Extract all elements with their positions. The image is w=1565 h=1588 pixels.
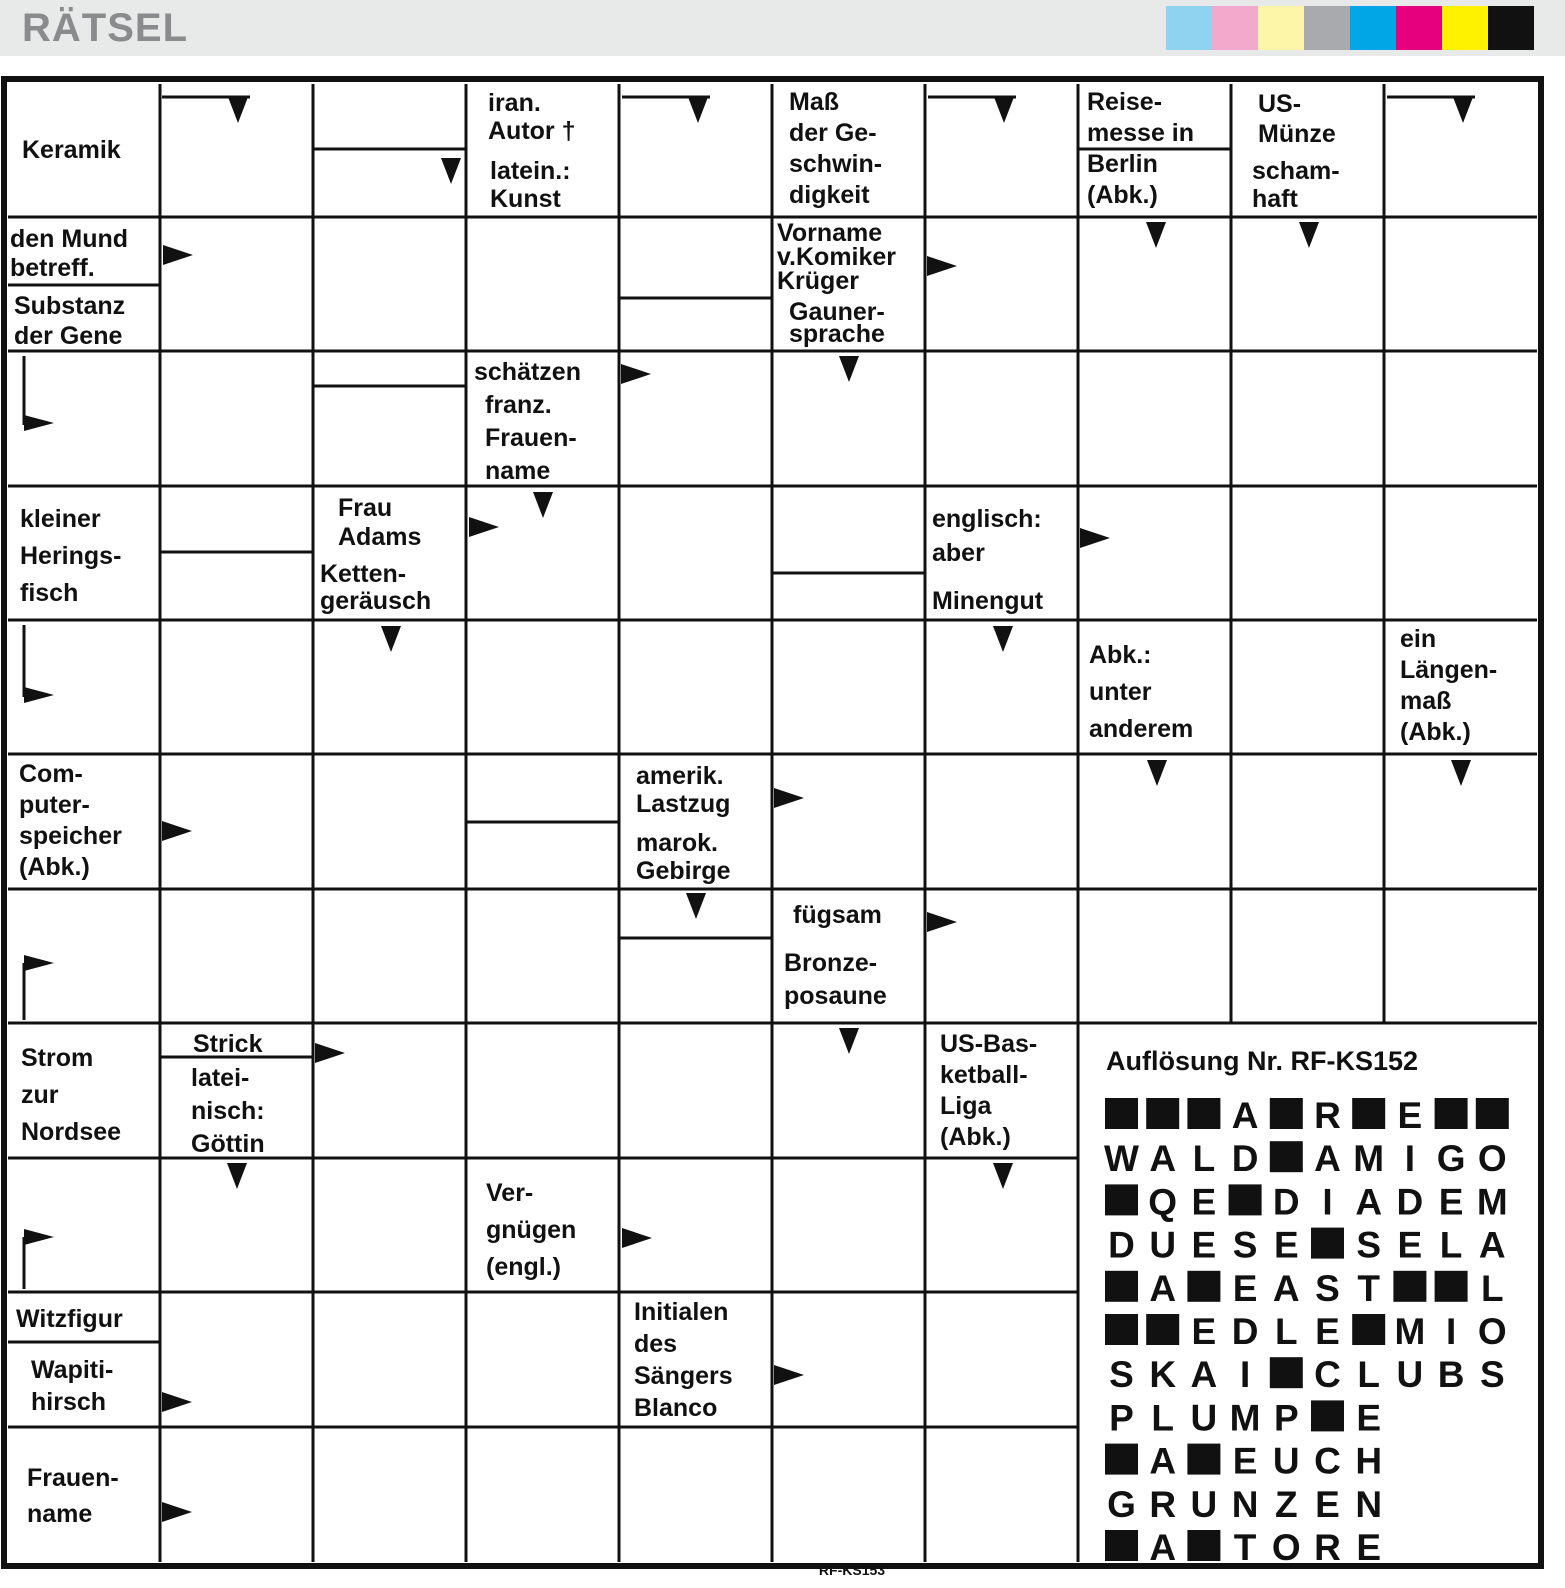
arrow-right-icon	[469, 517, 499, 537]
clue-line: US-	[1258, 90, 1302, 118]
clue-text	[789, 88, 882, 209]
solution-letter: U	[1190, 1397, 1218, 1439]
clue-line: (Abk.)	[1087, 181, 1158, 209]
solution-letter: K	[1149, 1354, 1177, 1396]
arrow-down-icon	[533, 492, 553, 518]
clue-text	[940, 1030, 1037, 1151]
arrow-down-icon	[441, 158, 461, 184]
clue-line: latein.:	[490, 157, 571, 185]
arrow-right-icon	[24, 415, 54, 431]
clue-line: US-Bas-	[940, 1030, 1038, 1058]
clue-line: v.Komiker	[777, 243, 897, 271]
solution-black-square	[1146, 1314, 1179, 1345]
solution-letter: P	[1109, 1397, 1134, 1439]
solution-box	[1104, 1046, 1509, 1568]
arrow-right-icon	[622, 1228, 652, 1248]
solution-black-square	[1435, 1098, 1468, 1129]
solution-letter: U	[1149, 1224, 1177, 1266]
solution-letter: E	[1232, 1267, 1258, 1309]
solution-letter: A	[1355, 1181, 1383, 1223]
solution-letter: O	[1477, 1138, 1507, 1180]
clue-text	[474, 358, 581, 386]
clue-line: Strom	[21, 1044, 94, 1072]
solution-letter: M	[1476, 1181, 1508, 1223]
clue-line: fisch	[20, 579, 79, 607]
clue-line: Ver-	[486, 1179, 534, 1207]
clue-line: Strick	[193, 1030, 263, 1058]
solution-black-square	[1352, 1314, 1385, 1345]
solution-letter: M	[1229, 1397, 1261, 1439]
clue-line: Lastzug	[636, 790, 731, 818]
clue-line: Maß	[789, 88, 839, 116]
solution-letter: W	[1104, 1138, 1139, 1180]
solution-letter: G	[1436, 1138, 1466, 1180]
clue-line: aber	[932, 539, 985, 567]
clue-line: marok.	[636, 829, 718, 857]
solution-black-square	[1352, 1098, 1385, 1129]
clue-text	[22, 136, 121, 164]
clue-line: fügsam	[793, 901, 882, 929]
clue-text	[1258, 90, 1336, 148]
arrow-right-icon	[774, 788, 804, 808]
solution-black-square	[1146, 1098, 1179, 1129]
clue-line: Nordsee	[21, 1118, 122, 1146]
clue-line: den Mund	[10, 225, 129, 253]
solution-black-square	[1105, 1098, 1138, 1129]
clue-line: Bronze-	[784, 949, 878, 977]
solution-black-square	[1105, 1314, 1138, 1345]
clue-line: Göttin	[191, 1130, 265, 1158]
clue-line: Com-	[19, 760, 83, 788]
clue-text	[338, 494, 421, 551]
clue-line: maß	[1400, 687, 1452, 715]
clue-line: Vorname	[777, 219, 883, 247]
arrow-down-icon	[1451, 760, 1471, 786]
solution-letter: E	[1356, 1527, 1382, 1568]
clue-line: Gebirge	[636, 857, 731, 885]
clue-line: amerik.	[636, 762, 724, 790]
clue-line: der Gene	[14, 322, 123, 350]
clue-text	[19, 760, 122, 881]
clue-line: latei-	[191, 1064, 250, 1092]
clue-line: Kunst	[490, 185, 561, 213]
solution-title: Auflösung Nr. RF-KS152	[1106, 1046, 1419, 1076]
clue-line: der Ge-	[789, 119, 877, 147]
solution-letter: S	[1315, 1267, 1340, 1309]
clue-line: digkeit	[789, 181, 870, 209]
solution-letter: E	[1397, 1224, 1423, 1266]
clue-text	[486, 1179, 576, 1281]
clue-text	[191, 1064, 265, 1158]
arrow-right-icon	[162, 1502, 192, 1522]
arrow-right-icon	[621, 364, 651, 384]
solution-letter: A	[1314, 1138, 1341, 1180]
solution-letter: D	[1396, 1181, 1424, 1223]
solution-letter: T	[1357, 1267, 1381, 1309]
solution-row	[1105, 1268, 1504, 1309]
solution-letter: Q	[1148, 1181, 1178, 1223]
solution-letter: E	[1438, 1181, 1464, 1223]
solution-row	[1105, 1311, 1507, 1352]
arrow-down-icon	[993, 626, 1013, 652]
clue-text	[20, 505, 121, 607]
clue-line: Keramik	[22, 136, 121, 164]
clue-line: nisch:	[191, 1097, 265, 1125]
solution-row	[1109, 1354, 1504, 1395]
clue-line: speicher	[19, 822, 122, 850]
solution-letter: R	[1314, 1527, 1341, 1568]
solution-letter: M	[1353, 1138, 1385, 1180]
clue-text	[1400, 625, 1497, 746]
solution-row	[1108, 1225, 1506, 1266]
solution-letter: E	[1356, 1397, 1382, 1439]
solution-letter: E	[1273, 1224, 1299, 1266]
clue-line: Witzfigur	[16, 1305, 123, 1333]
solution-letter: E	[1191, 1224, 1217, 1266]
solution-letter: C	[1314, 1354, 1341, 1396]
clue-line: betreff.	[10, 254, 95, 282]
solution-letter: D	[1231, 1138, 1259, 1180]
solution-letter: O	[1271, 1527, 1301, 1568]
solution-letter: D	[1108, 1224, 1135, 1266]
clue-line: (Abk.)	[1400, 718, 1471, 746]
solution-letter: I	[1445, 1311, 1457, 1352]
clue-text	[488, 89, 576, 145]
clue-line: Frauen-	[27, 1464, 119, 1492]
solution-row	[1105, 1181, 1508, 1222]
solution-letter: P	[1273, 1397, 1299, 1439]
clue-line: (engl.)	[486, 1253, 561, 1281]
solution-letter: R	[1149, 1483, 1177, 1525]
solution-letter: A	[1272, 1267, 1300, 1309]
arrow-down-icon	[1147, 760, 1167, 786]
arrow-right-icon	[24, 1229, 54, 1245]
clue-line: (Abk.)	[940, 1123, 1011, 1151]
solution-black-square	[1435, 1271, 1468, 1302]
solution-row	[1104, 1138, 1507, 1179]
arrow-right-icon	[163, 245, 193, 265]
solution-black-square	[1270, 1098, 1303, 1129]
solution-letter: R	[1314, 1095, 1341, 1136]
clue-line: scham-	[1252, 157, 1340, 185]
clue-text	[193, 1030, 263, 1058]
clue-line: Blanco	[634, 1394, 718, 1422]
solution-letter: A	[1149, 1138, 1177, 1180]
solution-letter: B	[1437, 1354, 1465, 1396]
solution-letter: E	[1191, 1181, 1217, 1223]
arrow-right-icon	[927, 912, 957, 932]
solution-letter: S	[1356, 1224, 1382, 1266]
solution-black-square	[1476, 1098, 1509, 1129]
clue-line: puter-	[19, 791, 90, 819]
solution-letter: A	[1231, 1095, 1259, 1136]
clue-line: Minengut	[932, 587, 1044, 615]
clue-line: Autor †	[488, 117, 576, 145]
solution-letter: A	[1149, 1267, 1177, 1309]
clue-text	[777, 219, 896, 295]
clue-text	[485, 391, 577, 485]
clue-text	[31, 1356, 113, 1416]
solution-letter: E	[1397, 1095, 1423, 1136]
clue-text	[490, 157, 571, 213]
arrow-down-icon	[686, 893, 706, 919]
clue-line: haft	[1252, 185, 1298, 213]
solution-letter: N	[1355, 1483, 1383, 1525]
clue-text	[784, 949, 887, 1010]
solution-letter: L	[1151, 1397, 1175, 1439]
arrow-right-icon	[315, 1043, 345, 1063]
solution-letter: O	[1477, 1311, 1507, 1352]
clue-line: franz.	[485, 391, 552, 419]
solution-black-square	[1187, 1530, 1220, 1561]
page-title: RÄTSEL	[22, 6, 188, 50]
solution-letter: L	[1480, 1267, 1504, 1309]
clue-line: name	[485, 457, 551, 485]
solution-letter: M	[1394, 1311, 1426, 1352]
clue-line: sprache	[789, 320, 885, 348]
solution-row	[1107, 1484, 1382, 1525]
clue-text	[789, 298, 885, 348]
clue-line: Krüger	[777, 267, 859, 295]
clue-line: ketball-	[940, 1061, 1028, 1089]
clue-text	[16, 1305, 123, 1333]
clue-line: anderem	[1089, 715, 1194, 743]
clue-line: geräusch	[320, 587, 432, 615]
arrow-right-icon	[24, 687, 54, 703]
clue-line: hirsch	[31, 1388, 107, 1416]
solution-letter: L	[1274, 1311, 1298, 1352]
solution-letter: E	[1315, 1483, 1340, 1525]
clue-text	[21, 1044, 121, 1146]
solution-letter: I	[1322, 1181, 1333, 1223]
clue-text	[932, 505, 1042, 567]
clue-line: des	[634, 1330, 678, 1358]
clue-text	[634, 1298, 733, 1422]
solution-black-square	[1187, 1271, 1220, 1302]
clue-line: Münze	[1258, 120, 1336, 148]
arrow-right-icon	[162, 1392, 192, 1412]
clue-line: messe in	[1087, 119, 1195, 147]
arrow-right-icon	[927, 256, 957, 276]
solution-black-square	[1105, 1184, 1138, 1215]
arrow-down-icon	[839, 1028, 859, 1054]
clue-line: Berlin	[1087, 150, 1158, 178]
clue-text	[1252, 157, 1340, 213]
clue-line: schwin-	[789, 150, 883, 178]
arrow-down-icon	[381, 626, 401, 652]
solution-letter: D	[1231, 1311, 1259, 1352]
clue-line: Liga	[940, 1092, 992, 1120]
clue-line: name	[27, 1500, 93, 1528]
solution-letter: L	[1192, 1138, 1216, 1180]
solution-letter: S	[1109, 1354, 1134, 1396]
clue-line: Ketten-	[320, 560, 407, 588]
arrow-down-icon	[1453, 97, 1473, 123]
solution-letter: U	[1190, 1483, 1218, 1525]
clue-line: schätzen	[474, 358, 581, 386]
clue-text	[636, 762, 730, 818]
clue-line: posaune	[784, 982, 887, 1010]
solution-letter: L	[1439, 1224, 1463, 1266]
clue-text	[793, 901, 882, 929]
clue-line: ein	[1400, 625, 1437, 653]
solution-letter: T	[1233, 1527, 1257, 1568]
grid-lines	[4, 79, 1541, 1566]
solution-letter: U	[1272, 1440, 1300, 1482]
solution-black-square	[1311, 1400, 1344, 1431]
solution-letter: S	[1479, 1354, 1505, 1396]
solution-letter: E	[1232, 1440, 1258, 1482]
clue-line: Längen-	[1400, 656, 1498, 684]
clue-line: Abk.:	[1089, 641, 1152, 669]
arrow-right-icon	[24, 955, 54, 971]
clue-line: Initialen	[634, 1298, 729, 1326]
arrow-down-icon	[1146, 222, 1166, 248]
solution-black-square	[1229, 1184, 1262, 1215]
solution-row	[1105, 1527, 1381, 1568]
clue-text	[320, 560, 431, 615]
arrow-down-icon	[227, 1163, 247, 1189]
solution-letter: G	[1107, 1483, 1136, 1525]
solution-letter: N	[1231, 1483, 1259, 1525]
solution-black-square	[1393, 1271, 1426, 1302]
arrow-down-icon	[228, 97, 248, 123]
clue-line: englisch:	[932, 505, 1042, 533]
arrow-right-icon	[774, 1365, 804, 1385]
solution-letter: Z	[1274, 1483, 1298, 1525]
clue-line: iran.	[488, 89, 541, 117]
clue-text	[1089, 641, 1193, 743]
solution-black-square	[1105, 1530, 1138, 1561]
arrow-down-icon	[1299, 222, 1319, 248]
clue-line: zur	[21, 1081, 59, 1109]
solution-letter: D	[1272, 1181, 1300, 1223]
clue-text	[932, 587, 1044, 615]
clue-line: Sängers	[634, 1362, 733, 1390]
arrow-right-icon	[162, 821, 192, 841]
solution-letter: A	[1478, 1224, 1506, 1266]
clue-line: gnügen	[486, 1216, 577, 1244]
clue-line: Adams	[338, 523, 422, 551]
clue-line: unter	[1089, 678, 1152, 706]
solution-black-square	[1187, 1098, 1220, 1129]
puzzle-code: RF-KS153	[818, 1562, 886, 1578]
clue-line: Reise-	[1087, 88, 1163, 116]
clue-line: Substanz	[14, 292, 126, 320]
solution-row	[1105, 1441, 1382, 1482]
clue-line: Frau	[338, 494, 393, 522]
solution-black-square	[1187, 1444, 1220, 1475]
solution-black-square	[1105, 1271, 1138, 1302]
solution-black-square	[1270, 1141, 1303, 1172]
solution-letter: I	[1239, 1354, 1251, 1396]
clue-text	[636, 829, 731, 885]
clue-line: Herings-	[20, 542, 122, 570]
arrow-down-icon	[839, 356, 859, 382]
solution-letter: A	[1190, 1354, 1218, 1396]
solution-letter: U	[1396, 1354, 1424, 1396]
solution-letter: S	[1232, 1224, 1258, 1266]
clue-text	[10, 225, 128, 282]
clue-text	[14, 292, 125, 350]
clue-line: (Abk.)	[19, 853, 90, 881]
clue-line: kleiner	[20, 505, 101, 533]
clue-line: Frauen-	[485, 424, 577, 452]
solution-letter: E	[1191, 1311, 1217, 1352]
clue-line: Gauner-	[789, 298, 885, 326]
solution-letter: A	[1149, 1440, 1177, 1482]
clue-text	[27, 1464, 119, 1528]
solution-row	[1105, 1095, 1509, 1136]
clue-line: Wapiti-	[31, 1356, 114, 1384]
solution-letter: C	[1314, 1440, 1341, 1482]
arrow-down-icon	[994, 97, 1014, 123]
solution-row	[1109, 1397, 1381, 1438]
arrow-down-icon	[688, 97, 708, 123]
solution-letter: L	[1357, 1354, 1381, 1396]
arrow-down-icon	[993, 1163, 1013, 1189]
solution-letter: H	[1355, 1440, 1383, 1482]
solution-black-square	[1105, 1444, 1138, 1475]
solution-letter: E	[1315, 1311, 1340, 1352]
arrow-right-icon	[1080, 528, 1110, 548]
solution-black-square	[1270, 1357, 1303, 1388]
solution-letter: A	[1149, 1527, 1177, 1568]
solution-black-square	[1311, 1228, 1344, 1259]
solution-letter: I	[1404, 1138, 1416, 1180]
